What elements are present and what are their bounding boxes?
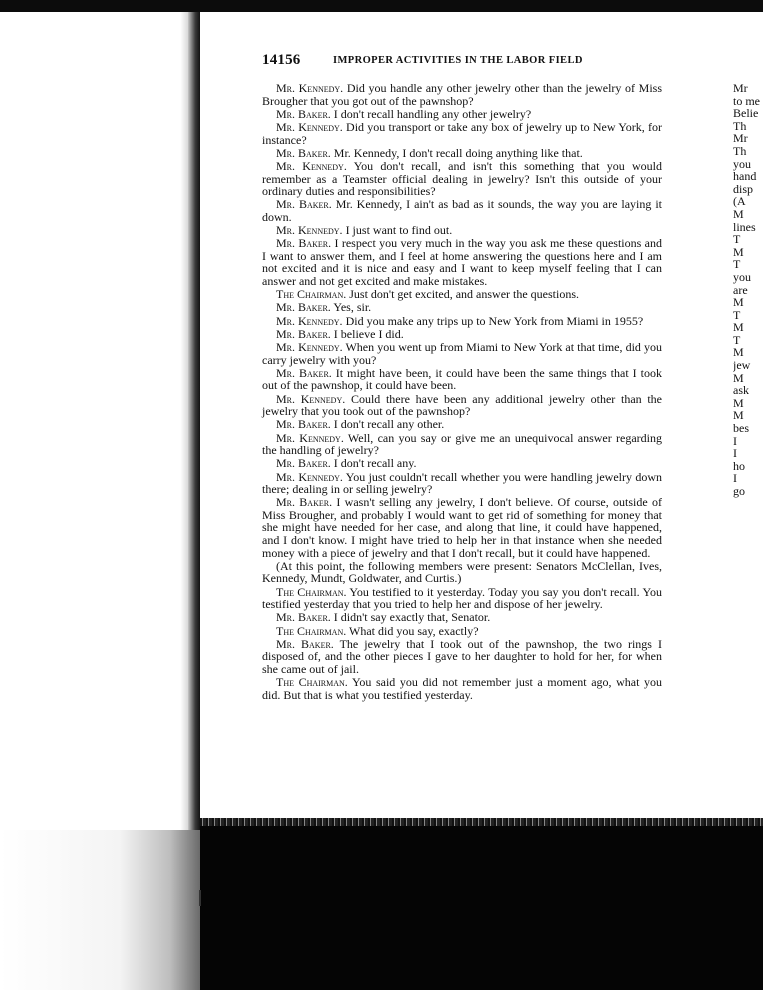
facing-page-fragment: you [733,269,751,284]
speech-text: I don't recall handling any other jewelry? [333,106,532,121]
facing-page-fragment: T [733,232,741,247]
speech-text: I don't recall any other. [333,417,445,432]
scan-artifact [199,890,201,906]
facing-page-fragment: M [733,408,744,423]
facing-page-fragment: Mr [733,131,748,146]
speaker-name: The Chairman. [276,623,347,638]
speech-text: You said you did not remember just a moment ago, what you did. But that is what you testified yesterday. [262,675,662,702]
speech-text: I respect you very much in the way you ask me these questions and I want to answer them, and I feel at home answering the questions here and I am not excited and it is nice and easy and I want to keep myself feeling that I can answer and not get excited and make mistakes. [262,236,662,289]
transcript-paragraph [262,638,662,676]
speech-text: Mr. Kennedy, I don't recall doing anything like that. [333,145,583,160]
transcript-paragraph [262,471,662,496]
speech-text: Well, can you say or give me an unequivocal answer regarding the handling of jewelry? [262,430,662,458]
facing-page-fragment: M [733,320,744,335]
facing-page-fragments [733,82,763,498]
facing-page-fragment: M [733,244,744,259]
transcript-paragraph [262,418,662,431]
facing-page-fragment: hand [733,169,757,184]
speaker-name: Mr. Kennedy. [276,223,343,238]
speech-text: You just couldn't recall whether you were handling jewelry down there; dealing in or selling jewelry? [262,469,662,497]
transcript-paragraph [262,560,662,585]
facing-page-fragment: M [733,370,744,385]
speaker-name: The Chairman. [276,675,348,690]
speech-text: Mr. Kennedy, I ain't as bad as it sounds, the way you are laying it down. [262,197,663,224]
facing-page-fragment: Th [733,143,747,158]
speech-text: Did you transport or take any box of jewelry up to New York, for instance? [262,119,662,147]
speech-text: You testified to it yesterday. Today you say you don't recall. You testified yesterday that you tried to help her and dispose of her jewelry. [262,584,662,612]
speaker-name: Mr. Kennedy. [276,469,343,484]
facing-page-fragment: M [733,206,744,221]
speech-text: I just want to find out. [345,223,453,238]
facing-page-fragment: T [733,332,741,347]
speech-text: (At this point, the following members were present: Senators McClellan, Ives, Kennedy, Mundt, Goldwater, and Curtis.) [262,558,662,586]
speaker-name: The Chairman. [276,584,347,599]
transcript-paragraph [262,625,662,638]
speaker-name: Mr. Baker. [276,326,331,341]
transcript-paragraph [262,457,662,470]
speaker-name: Mr. Kennedy. [276,340,343,354]
speaker-name: Mr. Baker. [276,145,331,160]
facing-page-fragment: M [733,295,744,310]
speech-text: It might have been, it could have been the same things that I took out of the pawnshop, it could have been. [262,365,663,393]
facing-page-fragment: Mr [733,82,748,95]
transcript-text [262,82,662,702]
speaker-name: Mr. Baker. [276,300,331,315]
speech-text: Did you make any trips up to New York from Miami in 1955? [345,313,644,328]
speaker-name: Mr. Baker. [276,417,331,432]
speech-text: When you went up from Miami to New York at that time, did you carry jewelry with you? [262,340,662,367]
facing-page-fragment: lines [733,219,756,234]
transcript-paragraph [262,147,662,160]
facing-page-fragment: you [733,156,751,171]
transcript-paragraph [262,224,662,237]
transcript-paragraph [262,611,662,624]
facing-page-fragment: to me [733,93,760,108]
transcript-paragraph [262,393,662,418]
scan-top-border [0,0,763,12]
speech-text: Yes, sir. [333,300,372,315]
facing-page-fragment: I [733,446,737,461]
facing-page-fragment: Th [733,118,747,133]
transcript-paragraph [262,586,662,611]
transcript-paragraph [262,121,662,146]
speech-text: I didn't say exactly that, Senator. [333,610,491,625]
facing-page-fragment: jew [733,358,751,373]
facing-page-fragment: are [733,282,748,297]
transcript-paragraph [262,367,662,392]
speech-text: I wasn't selling any jewelry, I don't believe. Of course, outside of Miss Brougher, and probably I would want to get rid of something for money that she might have needed for her case, and along that line, it could have happened, and I don't know. I might have tried to help her in that instance when she needed money with a piece of jewelry and that I don't recall, but it could have happened. [262,495,662,560]
facing-page-fragment: M [733,395,744,410]
speaker-name: Mr. Baker. [276,236,332,251]
facing-page-fragment: bes [733,421,749,436]
speaker-name: Mr. Baker. [276,610,331,625]
facing-page-fragment: disp [733,181,754,196]
speaker-name: Mr. Kennedy. [276,313,343,328]
speaker-name: Mr. Kennedy. [276,391,346,406]
speaker-name: Mr. Kennedy. [276,81,344,95]
facing-page-fragment: ask [733,383,749,398]
transcript-paragraph [262,82,662,107]
facing-page-fragment: go [733,484,745,498]
transcript-paragraph [262,160,662,198]
speaker-name: Mr. Kennedy. [276,158,347,173]
transcript-paragraph [262,301,662,314]
facing-page-fragment: T [733,307,741,322]
facing-page-fragment: Belie [733,106,759,121]
scan-bottom-left [0,830,200,990]
scan-bottom-shadow [200,826,763,990]
speaker-name: Mr. Baker. [276,495,333,510]
speaker-name: Mr. Kennedy. [276,119,343,134]
transcript-paragraph [262,237,662,287]
speaker-name: Mr. Kennedy. [276,430,344,445]
transcript-paragraph [262,198,662,223]
transcript-paragraph [262,496,662,559]
facing-page-fragment: I [733,471,737,486]
facing-page-fragment: T [733,257,741,272]
speech-text: I believe I did. [333,326,404,341]
transcript-paragraph [262,341,662,366]
transcript-paragraph [262,676,662,701]
speaker-name: Mr. Baker. [276,106,331,121]
facing-page-fragment: ho [733,458,745,473]
transcript-paragraph [262,315,662,328]
speech-text: I don't recall any. [333,456,417,471]
speaker-name: The Chairman. [276,287,347,302]
speech-text: What did you say, exactly? [349,623,479,638]
speaker-name: Mr. Baker. [276,365,332,380]
speech-text: Could there have been any additional jewelry other than the jewelry that you took out of the pawnshop? [262,391,662,419]
transcript-paragraph [262,108,662,121]
book-spine-shadow [188,12,200,830]
speech-text: Just don't get excited, and answer the questions. [349,287,580,302]
speaker-name: Mr. Baker. [276,197,332,212]
page-number: 14156 [262,52,301,68]
speaker-name: Mr. Baker. [276,636,334,651]
speech-text: The jewelry that I took out of the pawnshop, the two rings I disposed of, and the other pieces I gave to her daughter to hold for her, for when she came out of jail. [262,636,662,676]
facing-page-fragment: M [733,345,744,360]
running-head: IMPROPER ACTIVITIES IN THE LABOR FIELD [333,55,583,66]
facing-page-fragment: I [733,433,737,448]
speech-text: Did you handle any other jewelry other than the jewelry of Miss Brougher that you got out of the pawnshop? [262,81,663,108]
facing-page-fragment: (A [733,194,746,209]
speech-text: You don't recall, and isn't this something that you would remember as a Teamster official dealing in jewelry? Isn't this outside of your ordinary duties and responsibilities? [262,158,662,199]
transcript-paragraph [262,288,662,301]
transcript-paragraph [262,328,662,341]
left-margin [0,12,196,830]
transcript-paragraph [262,432,662,457]
speaker-name: Mr. Baker. [276,456,331,471]
